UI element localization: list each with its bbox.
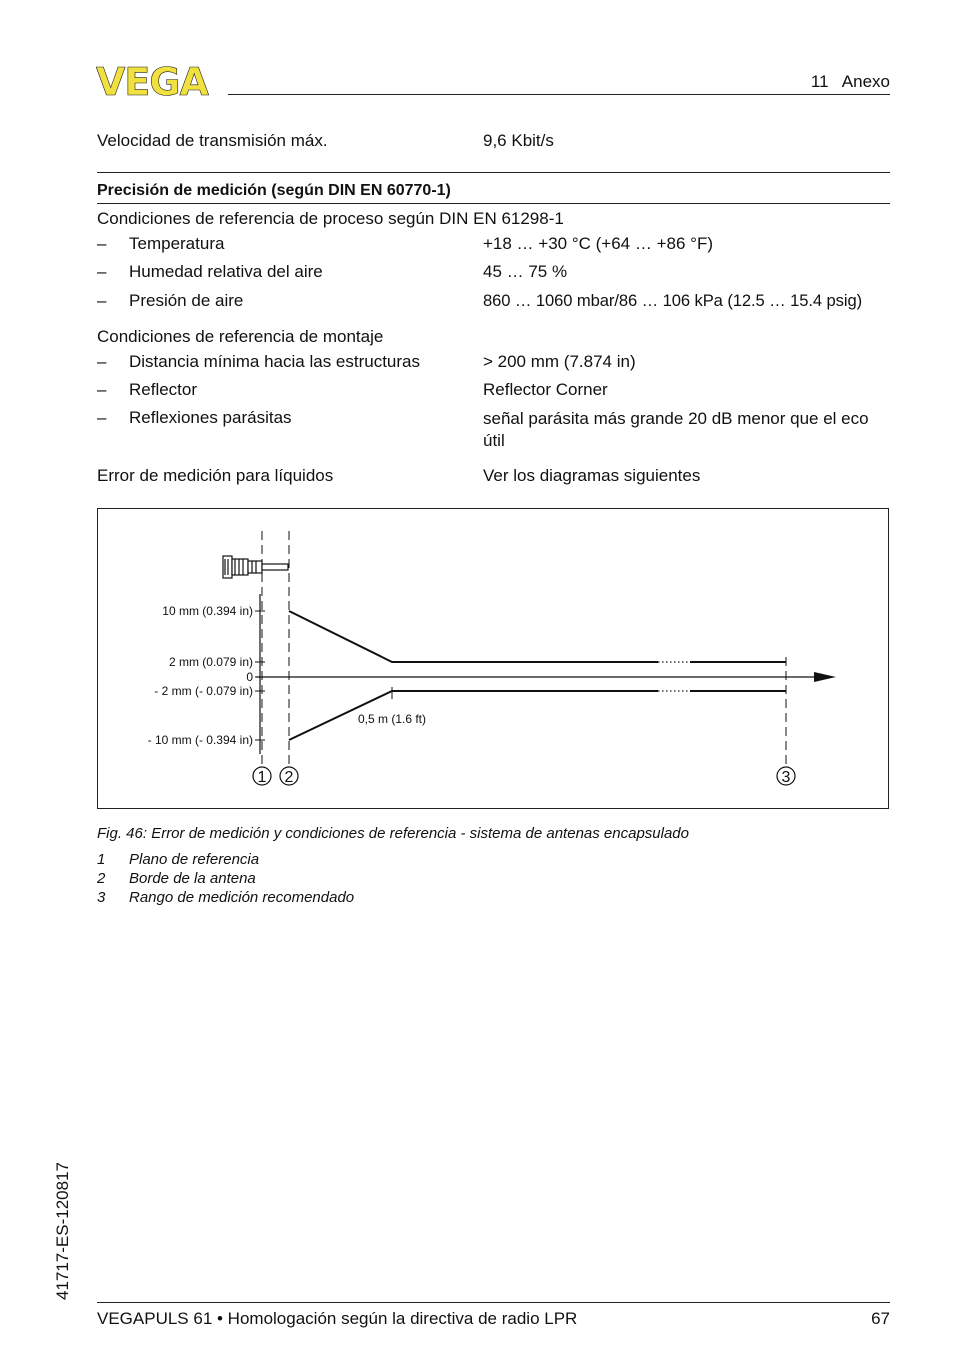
error-limit-line [289, 611, 658, 662]
bullet: – [97, 234, 107, 253]
y-tick-label: - 10 mm (- 0.394 in) [147, 733, 253, 747]
item-value: > 200 mm (7.874 in) [483, 352, 636, 371]
y-tick-label: - 2 mm (- 0.079 in) [154, 684, 253, 698]
antenna-icon [223, 556, 288, 578]
logo-text: VEGA [96, 62, 208, 98]
section-title: 11 Anexo [810, 72, 890, 91]
item-label: Presión de aire [129, 291, 244, 310]
item-label: Distancia mínima hacia las estructuras [129, 352, 421, 371]
marker-number: 1 [257, 769, 267, 786]
y-tick-label: 2 mm (0.079 in) [168, 655, 253, 669]
legend-num: 2 [97, 870, 106, 887]
precision-heading: Precisión de medición (según DIN EN 60770-1) [97, 182, 451, 199]
footer-title: VEGAPULS 61 • Homologación según la directiva de radio LPR [97, 1309, 578, 1328]
vega-logo [96, 62, 220, 98]
item-value: señal parásita más grande 20 dB menor que el eco útil [483, 409, 869, 450]
error-limit-line [289, 691, 658, 740]
figure-caption: Fig. 46: Error de medición y condiciones de referencia - sistema de antenas encapsulado [97, 825, 689, 842]
item-label: Temperatura [129, 234, 225, 253]
page-number: 67 [871, 1309, 890, 1328]
legend-text: Plano de referencia [129, 851, 260, 868]
footer-rule [97, 1302, 890, 1303]
x-annotation: 0,5 m (1.6 ft) [357, 712, 427, 726]
legend-text: Borde de la antena [129, 870, 256, 887]
transmission-label: Velocidad de transmisión máx. [97, 131, 328, 150]
precision-rule-bottom [97, 203, 890, 204]
marker-number: 2 [284, 769, 294, 786]
bullet: – [97, 262, 107, 281]
chart-svg [98, 509, 890, 810]
x-axis-arrow [814, 672, 836, 682]
item-value: 45 … 75 % [483, 262, 568, 281]
item-value: 860 … 1060 mbar/86 … 106 kPa (12.5 … 15.4 psig) [483, 291, 863, 310]
item-value: Reflector Corner [483, 380, 608, 399]
legend-num: 1 [97, 851, 106, 868]
measurement-error-diagram [97, 508, 889, 809]
process-conditions-title: Condiciones de referencia de proceso según DIN EN 61298-1 [97, 209, 564, 228]
document-code: 41717-ES-120817 [53, 1162, 72, 1301]
legend-text: Rango de medición recomendado [129, 889, 355, 906]
transmission-value: 9,6 Kbit/s [483, 131, 554, 150]
item-label: Humedad relativa del aire [129, 262, 323, 281]
vega-logo-graphic [96, 62, 220, 98]
item-label: Reflector [129, 380, 198, 399]
header-rule [228, 94, 890, 95]
liquid-error-value: Ver los diagramas siguientes [483, 466, 701, 485]
item-value: +18 … +30 °C (+64 … +86 °F) [483, 234, 713, 253]
bullet: – [97, 380, 107, 399]
item-label: Reflexiones parásitas [129, 408, 292, 427]
legend-num: 3 [97, 889, 106, 906]
bullet: – [97, 291, 107, 310]
bullet: – [97, 408, 107, 427]
mounting-conditions-title: Condiciones de referencia de montaje [97, 327, 384, 346]
bullet: – [97, 352, 107, 371]
liquid-error-label: Error de medición para líquidos [97, 466, 334, 485]
marker-number: 3 [781, 769, 791, 786]
y-tick-label: 10 mm (0.394 in) [162, 604, 253, 618]
y-tick-label: 0 [246, 670, 253, 684]
precision-rule-top [97, 172, 890, 173]
